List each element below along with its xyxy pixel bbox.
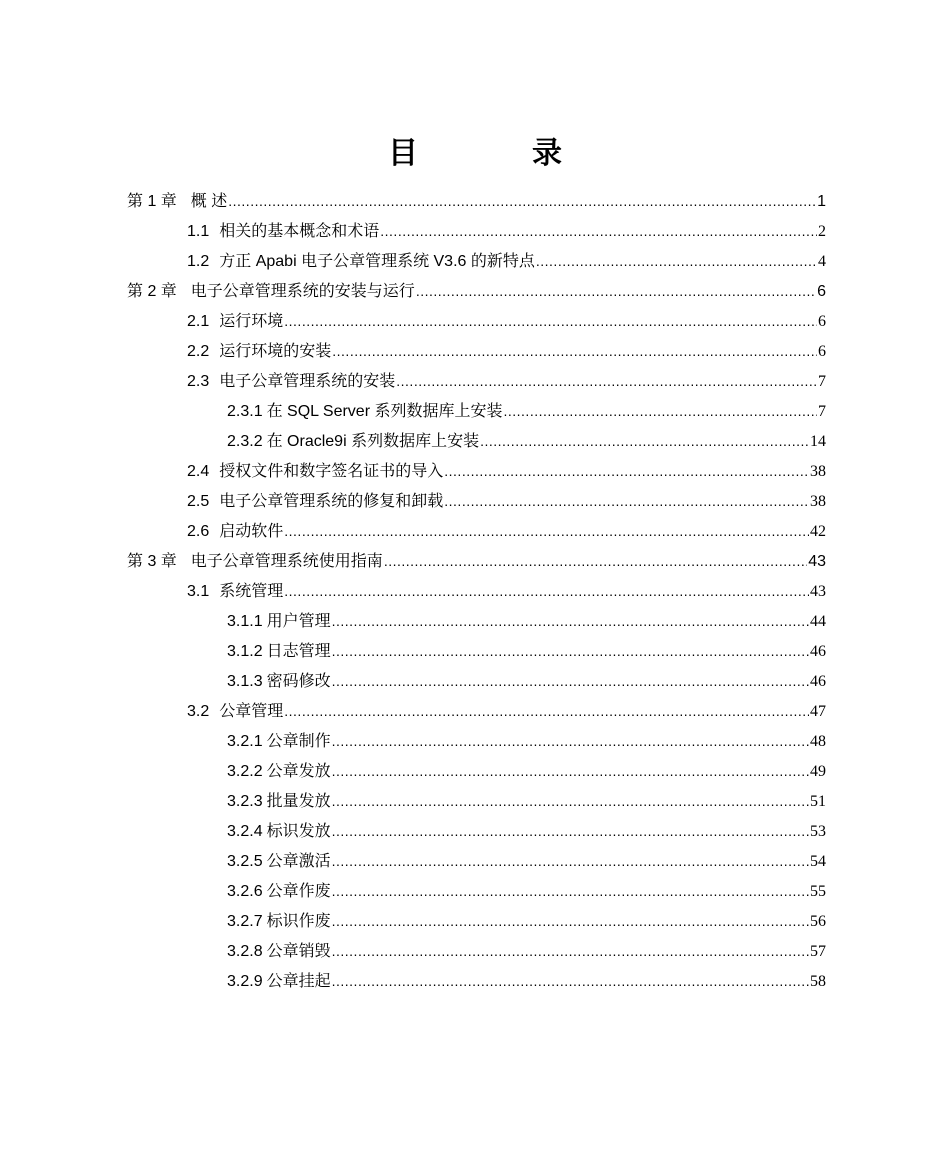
toc-entry-level2[interactable] (127, 456, 826, 486)
toc-dot-leader (332, 846, 809, 877)
toc-entry-number: 3.1.2 (227, 643, 263, 660)
toc-entry-page-number: 51 (810, 793, 826, 810)
toc-entry-title: 公章激活 (266, 853, 331, 870)
toc-entry-title: 标识作废 (266, 913, 331, 930)
toc-entry-number: 3.1.3 (227, 673, 263, 690)
toc-entry-page-number: 55 (810, 883, 826, 900)
toc-entry-number: 3.2.1 (227, 733, 263, 750)
toc-entry-title: 授权文件和数字签名证书的导入 (219, 463, 444, 480)
toc-entry-page-number: 57 (810, 943, 826, 960)
toc-entry-number: 3.2.6 (227, 883, 263, 900)
toc-entry-level3[interactable] (127, 756, 826, 786)
toc-entry-level3[interactable] (127, 726, 826, 756)
toc-dot-leader (332, 906, 809, 937)
toc-entry-page-number: 2 (818, 223, 826, 240)
toc-entry-page-number: 7 (818, 403, 826, 420)
toc-entry-number: 2.2 (187, 343, 210, 360)
toc-entry-title: 方正 Apabi 电子公章管理系统 V3.6 的新特点 (219, 253, 535, 270)
toc-entry-title: 电子公章管理系统的修复和卸载 (219, 493, 444, 510)
toc-entry-number: 2.3.1 (227, 403, 263, 420)
toc-dot-leader (332, 336, 817, 367)
toc-entry-title: 电子公章管理系统的安装与运行 (190, 283, 415, 300)
toc-entry-number: 3.2.4 (227, 823, 263, 840)
toc-entry-title: 电子公章管理系统使用指南 (190, 553, 383, 570)
toc-entry-page-number: 38 (810, 463, 826, 480)
toc-entry-number: 2.3.2 (227, 433, 263, 450)
toc-entry-level3[interactable] (127, 816, 826, 846)
toc-entry-page-number: 42 (810, 523, 826, 540)
toc-dot-leader (332, 636, 809, 667)
toc-entry-title: 运行环境的安装 (219, 343, 332, 360)
toc-entry-level1[interactable] (127, 546, 826, 576)
toc-dot-leader (503, 396, 817, 427)
toc-entry-level1[interactable] (127, 276, 826, 306)
toc-entry-level3[interactable] (127, 846, 826, 876)
toc-entry-level2[interactable] (127, 696, 826, 726)
toc-entry-page-number: 44 (810, 613, 826, 630)
toc-entry-title: 启动软件 (219, 523, 284, 540)
toc-entry-level3[interactable] (127, 876, 826, 906)
toc-dot-leader (284, 696, 809, 727)
toc-entry-title: 公章制作 (266, 733, 331, 750)
toc-entry-number: 3.2.3 (227, 793, 263, 810)
toc-entry-page-number: 4 (818, 253, 826, 270)
toc-entry-level2[interactable] (127, 516, 826, 546)
toc-dot-leader (332, 726, 809, 757)
toc-entry-title: 公章作废 (266, 883, 331, 900)
toc-entry-number: 3.2 (187, 703, 210, 720)
toc-entry-page-number: 43 (808, 553, 826, 570)
toc-entry-title: 运行环境 (219, 313, 284, 330)
toc-entry-page-number: 1 (817, 193, 826, 210)
toc-entry-page-number: 53 (810, 823, 826, 840)
toc-title: 目 录 (388, 136, 604, 171)
toc-entry-number: 第 2 章 (127, 283, 177, 300)
toc-entry-level3[interactable] (127, 936, 826, 966)
toc-entry-title: 密码修改 (266, 673, 331, 690)
toc-entry-title: 公章发放 (266, 763, 331, 780)
toc-entry-page-number: 6 (818, 313, 826, 330)
toc-entry-level3[interactable] (127, 426, 826, 456)
toc-entry-page-number: 6 (817, 283, 826, 300)
toc-entry-title: 在 SQL Server 系列数据库上安装 (266, 403, 503, 420)
toc-dot-leader (396, 366, 817, 397)
toc-entry-level2[interactable] (127, 576, 826, 606)
toc-dot-leader (332, 936, 809, 967)
toc-entry-title: 公章挂起 (266, 973, 331, 990)
toc-entry-title: 相关的基本概念和术语 (219, 223, 380, 240)
toc-entry-title: 电子公章管理系统的安装 (219, 373, 396, 390)
toc-dot-leader (380, 216, 817, 247)
toc-entry-page-number: 7 (818, 373, 826, 390)
toc-entry-page-number: 14 (810, 433, 826, 450)
toc-dot-leader (444, 456, 809, 487)
toc-entry-page-number: 46 (810, 673, 826, 690)
toc-entry-level3[interactable] (127, 906, 826, 936)
toc-entry-number: 2.4 (187, 463, 210, 480)
toc-entry-title: 日志管理 (266, 643, 331, 660)
toc-dot-leader (444, 486, 809, 517)
toc-entry-level2[interactable] (127, 246, 826, 276)
toc-entry-page-number: 38 (810, 493, 826, 510)
toc-dot-leader (416, 276, 816, 307)
toc-dot-leader (332, 786, 809, 817)
toc-entry-page-number: 46 (810, 643, 826, 660)
toc-entry-level2[interactable] (127, 306, 826, 336)
toc-entry-number: 3.2.8 (227, 943, 263, 960)
toc-entry-number: 3.1 (187, 583, 210, 600)
toc-list (127, 186, 826, 996)
toc-dot-leader (284, 516, 809, 547)
toc-entry-number: 3.2.2 (227, 763, 263, 780)
toc-entry-level3[interactable] (127, 666, 826, 696)
toc-entry-level3[interactable] (127, 636, 826, 666)
toc-dot-leader (284, 576, 809, 607)
toc-dot-leader (332, 756, 809, 787)
toc-entry-level1[interactable] (127, 186, 826, 216)
toc-entry-level3[interactable] (127, 396, 826, 426)
toc-entry-page-number: 6 (818, 343, 826, 360)
toc-dot-leader (332, 966, 809, 997)
toc-entry-number: 第 1 章 (127, 193, 177, 210)
toc-entry-level2[interactable] (127, 336, 826, 366)
toc-dot-leader (384, 546, 807, 577)
toc-entry-number: 2.5 (187, 493, 210, 510)
toc-entry-title: 系统管理 (219, 583, 284, 600)
toc-entry-number: 2.6 (187, 523, 210, 540)
toc-entry-number: 3.2.7 (227, 913, 263, 930)
toc-entry-title: 标识发放 (266, 823, 331, 840)
toc-entry-title: 公章管理 (219, 703, 284, 720)
toc-entry-page-number: 58 (810, 973, 826, 990)
toc-entry-page-number: 47 (810, 703, 826, 720)
toc-entry-title: 公章销毁 (266, 943, 331, 960)
toc-entry-level3[interactable] (127, 786, 826, 816)
toc-dot-leader (332, 816, 809, 847)
toc-dot-leader (332, 666, 809, 697)
toc-entry-number: 3.2.9 (227, 973, 263, 990)
toc-dot-leader (480, 426, 809, 457)
toc-entry-level2[interactable] (127, 486, 826, 516)
toc-dot-leader (536, 246, 817, 277)
toc-entry-level2[interactable] (127, 366, 826, 396)
toc-dot-leader (332, 876, 809, 907)
toc-entry-title: 批量发放 (266, 793, 331, 810)
toc-entry-level2[interactable] (127, 216, 826, 246)
toc-entry-title: 用户管理 (266, 613, 331, 630)
toc-entry-number: 2.1 (187, 313, 210, 330)
toc-entry-page-number: 49 (810, 763, 826, 780)
toc-entry-number: 3.2.5 (227, 853, 263, 870)
toc-entry-page-number: 48 (810, 733, 826, 750)
toc-dot-leader (284, 306, 817, 337)
toc-entry-number: 1.1 (187, 223, 210, 240)
toc-entry-level3[interactable] (127, 966, 826, 996)
toc-entry-number: 第 3 章 (127, 553, 177, 570)
toc-entry-page-number: 56 (810, 913, 826, 930)
toc-entry-page-number: 54 (810, 853, 826, 870)
toc-entry-title: 在 Oracle9i 系列数据库上安装 (266, 433, 480, 450)
toc-entry-title: 概 述 (190, 193, 228, 210)
toc-dot-leader (228, 186, 816, 217)
toc-entry-page-number: 43 (810, 583, 826, 600)
toc-entry-number: 1.2 (187, 253, 210, 270)
toc-dot-leader (332, 606, 809, 637)
toc-entry-number: 3.1.1 (227, 613, 263, 630)
toc-entry-number: 2.3 (187, 373, 210, 390)
toc-entry-level3[interactable] (127, 606, 826, 636)
